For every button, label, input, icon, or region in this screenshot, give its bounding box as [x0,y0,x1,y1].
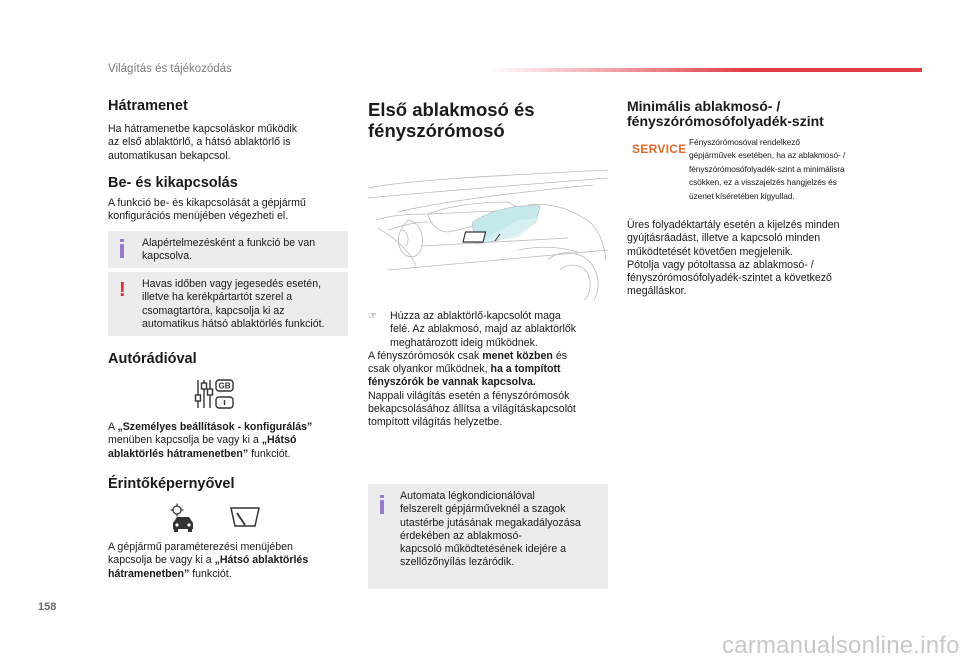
text-line: bekapcsolásához állítsa a világításkapcsolót [368,403,576,416]
text-line: fényszórómosófolyadék-szint a minimálisra [689,163,845,174]
note-line: automatikus hátsó ablaktörlés funkciót. [142,317,325,330]
text-line: Nappali világítás esetén a fényszórómosók [368,389,570,402]
heading-min-level: Minimális ablakmosó- / fényszórómosófolyadék-szint [627,98,824,129]
heading-washer: Első ablakmosó és fényszórómosó [368,99,535,141]
gb-label: GB [218,381,231,391]
note-line: illetve ha kerékpártartót szerel a [142,291,293,304]
page-number: 158 [38,601,57,613]
note-line: Havas időben vagy jegesedés esetén, [142,278,322,290]
text-line: kapcsolja be vagy ki a „Hátsó ablaktörlés [108,554,309,567]
text-line: csökken, ez a visszajelzés hangjelzés és [689,177,837,188]
info-note-ac [368,484,608,589]
text-line: csak olyankor működnek, ha a tompított [368,363,561,376]
bullet-item [368,310,576,350]
heading-autoradio: Autórádióval [108,351,197,367]
note-line: csomagtartóra, kapcsolja ki az [142,304,285,317]
header-divider [488,68,922,72]
info-icon [120,244,124,258]
section-header: Világítás és tájékozódás [108,63,232,75]
text-line: felé. Az ablakmosó, majd az ablaktörlők [390,323,577,336]
heading-be-ki: Be- és kikapcsolás [108,175,238,191]
note-line: kapcsolva. [142,250,193,263]
text-line: ablaktörlés hátramenetben” funkciót. [108,447,291,460]
text-line: tompított világítás helyzetbe. [368,416,503,429]
pull-arrow-icon: ☞ [368,311,377,322]
text-be-ki [108,197,306,224]
text-line: hátramenetben” funkciót. [108,567,232,580]
text-line: megálláskor. [627,285,687,298]
note-line: szellőzőnyílás lezáródik. [400,556,515,569]
text-line: konfigurációs menüjében végezheti el. [108,210,289,223]
heading-hatramenet: Hátramenet [108,98,188,114]
text-line: működtetését követően megjelenik. [627,245,794,258]
text-autoradio [108,421,312,461]
note-line: érdekében az ablakmosó- [400,529,522,542]
text-min-level [627,219,840,299]
text-line: fényszórómosófolyadék-szintet a következő [627,272,832,285]
watermark: carmanualsonline.info [722,632,960,659]
text-line: menüben kapcsolja be vagy ki a „Hátsó [108,434,297,447]
text-line: A funkció be- és kikapcsolását a gépjármű [108,197,306,209]
settings-sliders-icon [194,377,236,411]
heading-touchscreen: Érintőképernyővel [108,476,235,492]
car-front-illustration [368,150,608,300]
text-hatramenet [108,123,297,163]
text-line: fényszórók be vannak kapcsolva. [368,376,536,389]
text-line: A „Személyes beállítások - konfigurálás” [108,421,313,433]
text-line: gyújtásráadást, illetve a kapcsoló minden [627,232,821,245]
text-line: meghatározott ideig működnek. [390,336,538,349]
washer-nozzle-icon [463,232,485,242]
car-settings-icon [168,503,198,533]
text-line: automatikusan bekapcsol. [108,149,231,162]
text-line: Húzza az ablaktörlő-kapcsolót maga [390,310,561,322]
text-line: Üres folyadéktartály esetén a kijelzés minden [627,219,840,231]
text-washer [368,310,576,430]
note-line: kapcsoló működtetésének idejére a [400,543,567,556]
rear-wiper-icon [229,506,261,528]
text-line: Fényszórómosóval rendelkező [689,137,800,147]
text-line: Ha hátramenetbe kapcsoláskor működik [108,123,298,135]
service-description [689,136,845,203]
warning-note [108,272,348,336]
note-line: utastérbe jutásának megakadályozása [400,516,581,529]
warning-icon: ! [119,279,126,301]
note-line: Automata légkondicionálóval [400,490,535,502]
text-line: gépjárművek esetében, ha az ablakmosó- / [689,150,846,161]
text-line: üzenet kíséretében kigyullad. [689,190,795,201]
service-warning-icon: SERVICE [632,142,687,156]
text-line: Pótolja vagy pótoltassa az ablakmosó- / [627,258,814,271]
note-line: Alapértelmezésként a funkció be van [142,237,316,249]
info-note [108,231,348,268]
text-line: A gépjármű paraméterezési menüjében [108,541,293,553]
info-icon [380,500,384,514]
text-line: az első ablaktörlő, a hátsó ablaktörlő is [108,136,291,149]
text-touchscreen [108,541,308,581]
note-line: felszerelt gépjárműveknél a szagok [400,503,566,516]
text-line: A fényszórómosók csak menet közben és [368,349,568,362]
